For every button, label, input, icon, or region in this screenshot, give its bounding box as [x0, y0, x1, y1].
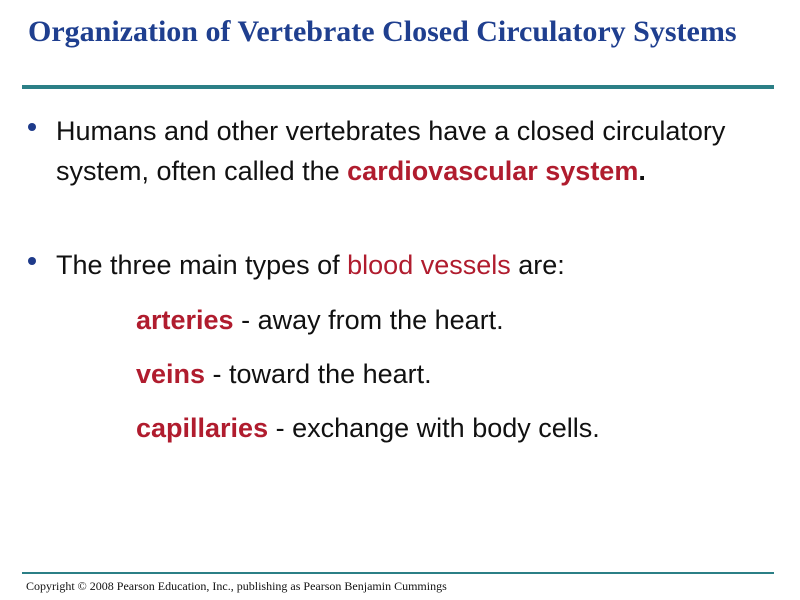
- slide-title: Organization of Vertebrate Closed Circulatory Systems: [28, 15, 737, 48]
- bullet-closed-system: [56, 111, 756, 191]
- bullet-dot-icon: [28, 257, 36, 265]
- vessel-item-arteries: [136, 300, 504, 340]
- vessel-description: - exchange with body cells.: [268, 413, 600, 443]
- key-term-blood-vessels: blood vessels: [347, 250, 511, 280]
- bullet-punctuation: .: [638, 156, 646, 186]
- bullet-dot-icon: [28, 123, 36, 131]
- vessel-description: - away from the heart.: [233, 305, 504, 335]
- vessel-term: arteries: [136, 305, 234, 335]
- bullet-text: The three main types of: [56, 250, 348, 280]
- bullet-blood-vessels: [56, 245, 756, 285]
- copyright-footer: Copyright © 2008 Pearson Education, Inc., publishing as Pearson Benjamin Cummings: [26, 579, 447, 593]
- vessel-item-capillaries: [136, 408, 600, 448]
- vessel-term: veins: [136, 359, 206, 389]
- vessel-description: - toward the heart.: [205, 359, 432, 389]
- key-term-cardiovascular-system: cardiovascular system: [347, 156, 639, 186]
- vessel-term: capillaries: [136, 413, 269, 443]
- bullet-text-end: are:: [510, 250, 565, 280]
- bullet-text: Humans and other vertebrates have a closed circulatory system, often called the: [56, 116, 726, 186]
- vessel-item-veins: [136, 354, 432, 394]
- title-divider: [22, 85, 774, 89]
- footer-divider: [22, 572, 774, 574]
